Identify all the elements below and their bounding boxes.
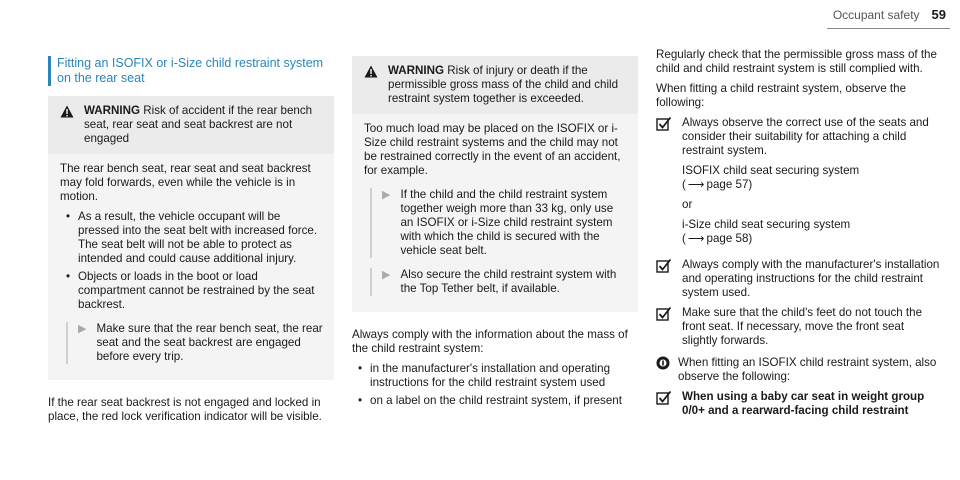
warning-bullets bbox=[60, 210, 324, 312]
warning-triangle-icon bbox=[364, 65, 378, 78]
checklist-text: When using a baby car seat in weight group 0/0+ and a rearward-facing child restraint bbox=[682, 390, 925, 417]
or-text: or bbox=[682, 198, 693, 211]
warning-label: WARNING bbox=[388, 64, 445, 77]
warning-label: WARNING bbox=[84, 104, 141, 117]
checkbox-checked-icon bbox=[656, 306, 672, 322]
action-step bbox=[370, 188, 628, 258]
bullet-list bbox=[352, 362, 638, 408]
action-arrow-icon: ▶ bbox=[78, 323, 87, 335]
section-title bbox=[48, 56, 334, 86]
checkbox-checked-icon bbox=[656, 116, 672, 132]
isize-label: i-Size child seat securing system bbox=[682, 218, 851, 231]
list-item: • As a result, the vehicle occupant will be pressed into the seat belt with increased force. The seat belt will not be able to protect as intended and could cause additional injury. bbox=[60, 210, 324, 266]
page-reference[interactable]: page 57) bbox=[706, 178, 753, 191]
checklist-item: Always observe the correct use of the seats and consider their suitability for attaching a child restraint system. ISOFIX child seat securing system ( ⟶ page 57) or i-Size child seat securing system ( ⟶ page 58) bbox=[656, 116, 942, 252]
running-header: Occupant safety bbox=[832, 8, 920, 22]
action-arrow-icon: ▶ bbox=[382, 269, 391, 281]
arrow-right-icon: ⟶ bbox=[687, 232, 705, 245]
warning-text: Too much load may be placed on the ISOFIX or i-Size child restraint systems and the child may not be restrained correctly in the event of an accident, for example. bbox=[364, 122, 621, 177]
warning-body bbox=[352, 114, 638, 312]
paragraph: Regularly check that the permissible gross mass of the child and child restraint system is still complied with. bbox=[656, 48, 937, 75]
warning-box bbox=[352, 56, 638, 312]
paragraph: When fitting a child restraint system, observe the following: bbox=[656, 82, 907, 109]
title-bar bbox=[48, 56, 51, 86]
isofix-label: ISOFIX child seat securing system bbox=[682, 164, 860, 177]
action-step bbox=[66, 322, 324, 364]
warning-triangle-icon bbox=[60, 105, 74, 118]
warning-head-text: Risk of accident if the rear bench seat, rear seat and seat backrest are not engaged bbox=[84, 104, 313, 145]
page-reference[interactable]: page 58) bbox=[706, 232, 753, 245]
checkbox-checked-icon bbox=[656, 258, 672, 274]
warning-box bbox=[48, 96, 334, 380]
checklist-text: Always observe the correct use of the seats and consider their suitability for attaching a child restraint system. bbox=[682, 116, 929, 157]
arrow-right-icon: ⟶ bbox=[687, 178, 705, 191]
action-text: Make sure that the rear bench seat, the rear seat and the seat backrest are engaged before every trip. bbox=[96, 322, 323, 363]
warning-text: The rear bench seat, rear seat and seat backrest may fold forwards, even while the vehicle is in motion. bbox=[60, 162, 311, 203]
checklist-text: Always comply with the manufacturer's installation and operating instructions for the child restraint system used. bbox=[682, 258, 940, 299]
warning-head bbox=[48, 96, 334, 154]
checklist-item bbox=[656, 258, 942, 300]
action-arrow-icon: ▶ bbox=[382, 189, 391, 201]
list-item: • on a label on the child restraint system, if present bbox=[352, 394, 638, 408]
page-header bbox=[833, 8, 946, 22]
list-item: • in the manufacturer's installation and operating instructions for the child restraint system used bbox=[352, 362, 638, 390]
paragraph: If the rear seat backrest is not engaged and locked in place, the red lock verification indicator will be visible. bbox=[48, 396, 322, 423]
checkbox-checked-icon bbox=[656, 390, 672, 406]
info-note-icon bbox=[656, 356, 670, 370]
page-number: 59 bbox=[931, 7, 946, 22]
list-item: • Objects or loads in the boot or load compartment cannot be restrained by the seat backrest. bbox=[60, 270, 324, 312]
warning-head bbox=[352, 56, 638, 114]
checklist-item bbox=[656, 306, 942, 348]
warning-head-text: Risk of injury or death if the permissible gross mass of the child and child restraint system together is exceeded. bbox=[388, 64, 619, 105]
note-item bbox=[656, 356, 942, 384]
action-text: Also secure the child restraint system with the Top Tether belt, if available. bbox=[400, 268, 617, 295]
warning-body bbox=[48, 154, 334, 380]
column-left bbox=[48, 56, 334, 430]
column-right bbox=[656, 48, 942, 424]
column-middle bbox=[352, 56, 638, 414]
action-step bbox=[370, 268, 628, 296]
note-text: When fitting an ISOFIX child restraint system, also observe the following: bbox=[678, 356, 937, 383]
checklist-text: Make sure that the child's feet do not touch the front seat. If necessary, move the front seat slightly forwards. bbox=[682, 306, 923, 347]
action-text: If the child and the child restraint system together weigh more than 33 kg, only use an ISOFIX or i-Size child restraint system with which the child is secured with the vehicle seat belt. bbox=[400, 188, 614, 257]
paragraph: Always comply with the information about the mass of the child restraint system: bbox=[352, 328, 628, 355]
title-line-2: on the rear seat bbox=[57, 71, 145, 85]
checklist-item bbox=[656, 390, 942, 418]
title-line-1: Fitting an ISOFIX or i-Size child restraint system bbox=[57, 56, 324, 70]
